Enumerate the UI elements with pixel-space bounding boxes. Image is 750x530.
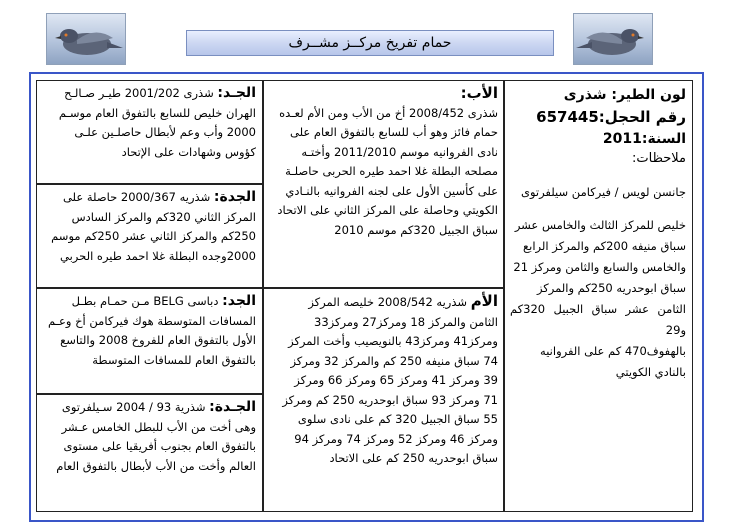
paternal-grandmother-line: 2000وجده البطلة غلا احمد طيره الحربي — [60, 248, 256, 263]
paternal-grandfather-line: 2000 وأب وعم لأبطال حاصلـين علـى — [74, 125, 256, 139]
mother-line: ومركز41 ومركز43 بالنويصيب وأخت المركز — [288, 334, 498, 348]
mother-line: ومركز 46 ومركز 52 ومركز 74 ومركز 94 — [294, 431, 498, 446]
paternal-grandfather-line: شذرى 2001/202 طيـر صـالـح — [64, 86, 214, 100]
paternal-grandfather-label: الجـد: — [217, 85, 256, 101]
father-label: الأب: — [460, 84, 498, 102]
paternal-grandfather-panel — [36, 80, 263, 184]
father-line: شذرى 2008/452 أخ من الأب ومن الأم لعـده — [279, 105, 498, 120]
maternal-grandfather-line: دباسى BELG مـن حمـام بطـل — [71, 294, 219, 308]
father-line: نادى الفروانيه موسم 2011/2010 وأختـه — [301, 144, 498, 159]
bird-note-line: الثامن عشر سباق الجبيل 320كم و29 — [510, 302, 686, 337]
maternal-grandfather-line: بالتفوق العام للمسافات المتوسطة — [92, 352, 256, 367]
maternal-grandmother-line: شذرية 93 / 2004 سـيلفرتوى — [61, 400, 206, 414]
mother-line: الثامن والمركز 18 ومركز27 ومركز33 — [314, 314, 498, 329]
pigeon-image-left — [46, 13, 126, 65]
maternal-grandmother-line: العالم وأخت من الأب لأبطال بالتفوق العام — [56, 458, 256, 473]
father-line: حمام فائز وهو أب للسابع بالتفوق العام على — [290, 125, 498, 139]
maternal-grandmother-panel — [36, 394, 263, 512]
pigeon-image-right — [573, 13, 653, 65]
paternal-grandmother-line: 250كم والمركز الثاني عشر 250كم موسم — [51, 229, 256, 243]
maternal-grandfather-panel — [36, 288, 263, 394]
bird-note-line: والخامس والسابع والثامن ومركز 21 — [513, 260, 686, 274]
mother-line: شذريه 2008/542 خليصه المركز — [308, 295, 468, 309]
mother-line: 39 ومركز 41 ومركز 65 ومركز 66 ومركز — [294, 373, 498, 387]
mother-line: 55 سباق الجبيل 320 كم على نادى سلوى — [297, 412, 498, 426]
father-line: سباق الجبيل 320كم موسم 2010 — [334, 222, 498, 237]
paternal-grandfather-line: كؤوس وشهادات على الإتحاد — [121, 144, 256, 159]
bird-note-line: بالنادي الكويتي — [615, 365, 686, 379]
bird-note-line: سباق ابوحدريه 250كم والمركز — [536, 281, 686, 295]
maternal-grandfather-line: الأول بالتفوق العام للفروخ 2008 والتاسع — [60, 333, 256, 347]
maternal-grandfather-label: الجد: — [222, 293, 256, 309]
maternal-grandmother-label: الجـدة: — [209, 399, 256, 415]
notes-label: ملاحظات: — [632, 151, 686, 166]
paternal-grandmother-panel — [36, 184, 263, 288]
mother-line: 71 ومركز 93 سباق ابوحدريه 250 كم ومركز — [282, 392, 498, 407]
mother-line: سباق ابوحدريه 250 كم على الاتحاد — [329, 451, 498, 465]
paternal-grandmother-line: المركز الثاني 320كم والمركز السادس — [71, 209, 256, 224]
mother-line: 74 سباق منيفه 250 كم والمركز 32 ومركز — [290, 353, 498, 368]
father-panel — [263, 80, 505, 288]
page-title — [186, 30, 554, 56]
bird-notes — [510, 215, 686, 383]
bird-ring-number: رقم الحجل:657445 — [536, 108, 686, 126]
bird-year: السنة:2011 — [602, 131, 686, 147]
father-line: الكويتي وحاصلة على المركز الثاني على الاتحاد — [277, 203, 498, 217]
paternal-grandfather-line: الهران خليص للسابع بالتفوق العام موسـم — [58, 105, 256, 120]
mother-label: الأم — [470, 292, 498, 310]
maternal-grandfather-line: المسافات المتوسطة هوك فيركامن أخ وعـم — [48, 313, 256, 328]
bird-note-line: خليص للمركز الثالث والخامس عشر — [514, 218, 686, 232]
paternal-grandmother-label: الجدة: — [213, 189, 256, 205]
bird-breed: جانسن لويس / فيركامن سيلفرتوى — [520, 185, 686, 199]
mother-panel — [263, 288, 505, 512]
maternal-grandmother-line: وهى أخت من الأب للبطل الخامس عـشر — [61, 419, 256, 434]
father-line: على كأسين الأول على لجنه الفروانيه بالنـادي — [285, 183, 498, 198]
maternal-grandmother-line: بالتفوق العام بجنوب أفريقيا على مستوى — [63, 439, 256, 453]
paternal-grandmother-line: شذريه 2000/367 حاصلة على — [62, 190, 211, 204]
bird-color: لون الطير: شذرى — [563, 87, 686, 103]
father-line: مصلحه البطلة غلا احمد طيره الحربى حاصلـة — [285, 164, 498, 178]
page-title-text: حمام تفريخ مركــز مشــرف — [288, 35, 452, 51]
bird-info-panel — [503, 80, 693, 512]
bird-note-line: بالهفوف470 كم على الفروانيه — [540, 344, 686, 358]
bird-note-line: سباق منيفه 200كم والمركز الرابع — [523, 239, 686, 253]
